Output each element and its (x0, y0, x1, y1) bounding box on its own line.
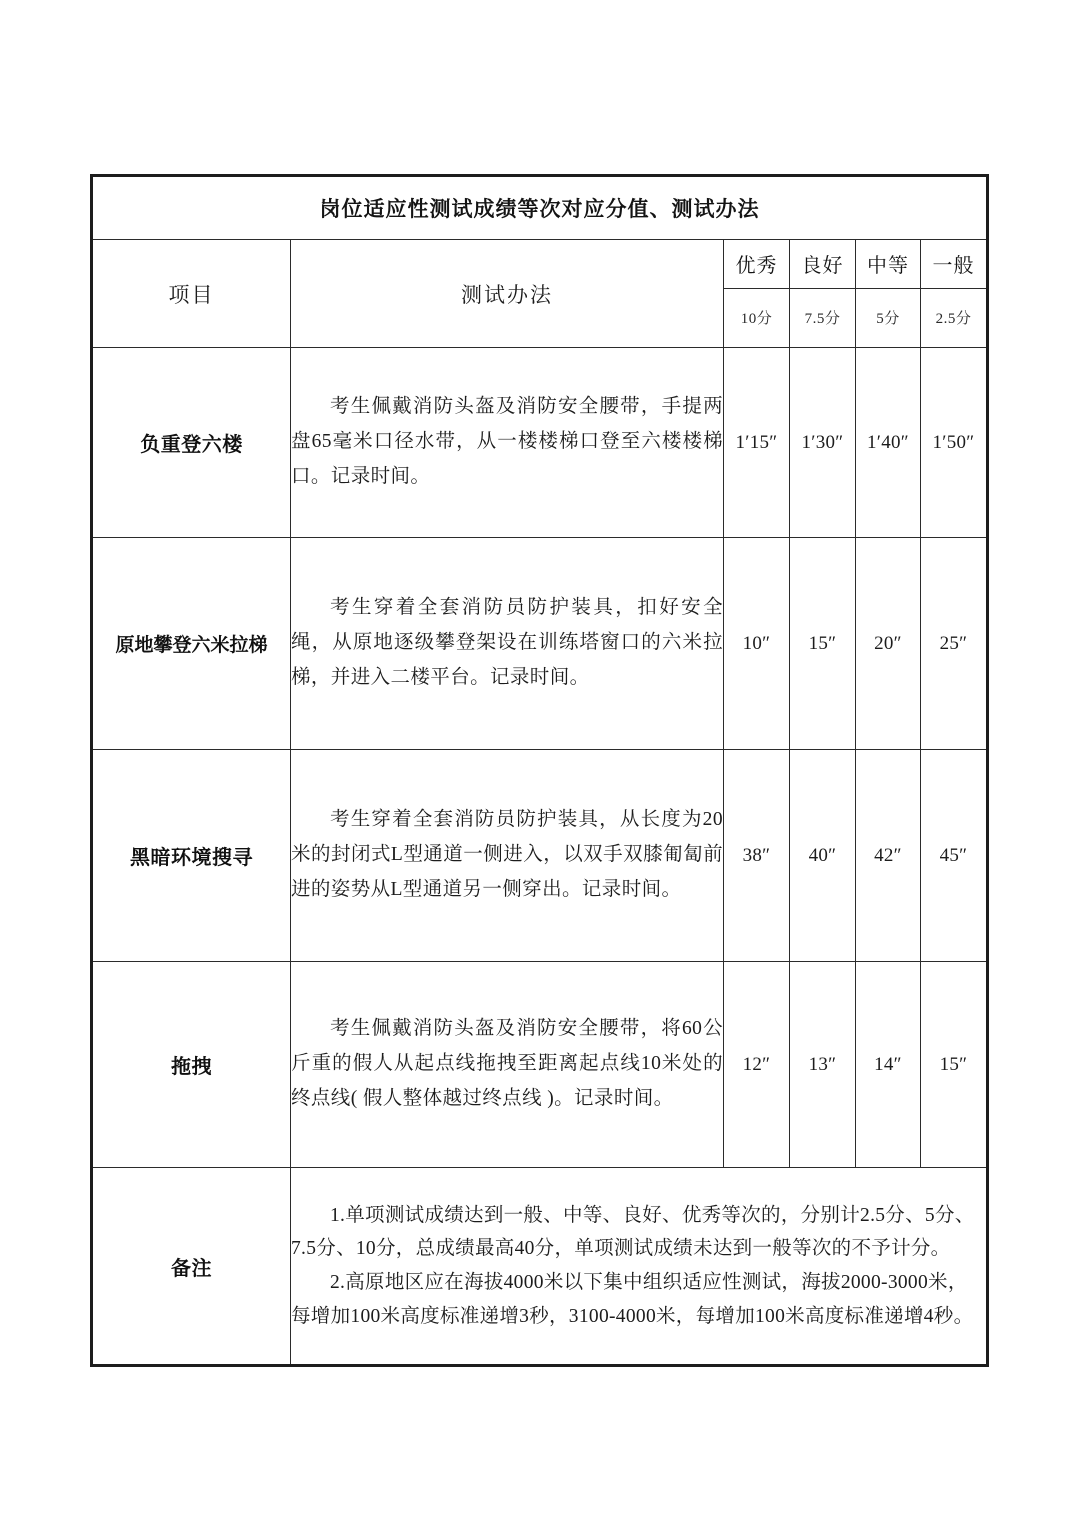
column-header-grade-average: 一般 (921, 240, 987, 289)
note-line-1: 1.单项测试成绩达到一般、中等、良好、优秀等次的，分别计2.5分、5分、7.5分、10分，总成绩最高40分，单项测试成绩未达到一般等次的不予计分。 (291, 1204, 975, 1260)
column-header-item: 项目 (93, 240, 291, 348)
row-method-description (291, 538, 724, 750)
row-value-average: 45″ (921, 750, 987, 962)
page-title: 岗位适应性测试成绩等次对应分值、测试办法 (93, 177, 987, 240)
table-row (93, 538, 987, 750)
row-item-name: 黑暗环境搜寻 (93, 750, 291, 962)
row-method-description (291, 750, 724, 962)
table-row (93, 962, 987, 1168)
spec-table-container (92, 176, 986, 1365)
row-value-excellent: 10″ (724, 538, 790, 750)
column-header-grade-excellent: 优秀 (724, 240, 790, 289)
column-header-score-good: 7.5分 (790, 288, 856, 347)
column-header-score-excellent: 10分 (724, 288, 790, 347)
notes-content (291, 1168, 987, 1365)
row-value-excellent: 12″ (724, 962, 790, 1168)
row-value-good: 13″ (790, 962, 856, 1168)
row-value-medium: 42″ (856, 750, 921, 962)
row-value-good: 40″ (790, 750, 856, 962)
column-header-grade-medium: 中等 (856, 240, 921, 289)
row-value-average: 15″ (921, 962, 987, 1168)
row-value-medium: 1′40″ (856, 348, 921, 538)
table-row (93, 750, 987, 962)
table-title-row (93, 177, 987, 240)
row-value-medium: 14″ (856, 962, 921, 1168)
job-aptitude-test-table (92, 176, 987, 1365)
row-value-excellent: 1′15″ (724, 348, 790, 538)
column-header-grade-good: 良好 (790, 240, 856, 289)
row-method-description (291, 962, 724, 1168)
row-item-name: 拖拽 (93, 962, 291, 1168)
row-method-description (291, 348, 724, 538)
notes-label: 备注 (93, 1168, 291, 1365)
method-text: 考生穿着全套消防员防护装具，从长度为20米的封闭式L型通道一侧进入，以双手双膝匍匐前进的姿势从L型通道另一侧穿出。记录时间。 (291, 809, 723, 900)
row-value-good: 1′30″ (790, 348, 856, 538)
row-item-name: 负重登六楼 (93, 348, 291, 538)
row-item-name: 原地攀登六米拉梯 (93, 538, 291, 750)
method-text: 考生佩戴消防头盔及消防安全腰带，手提两盘65毫米口径水带，从一楼楼梯口登至六楼楼梯口。记录时间。 (291, 396, 723, 487)
table-notes-row (93, 1168, 987, 1365)
row-value-medium: 20″ (856, 538, 921, 750)
row-value-average: 25″ (921, 538, 987, 750)
row-value-good: 15″ (790, 538, 856, 750)
method-text: 考生穿着全套消防员防护装具，扣好安全绳，从原地逐级攀登架设在训练塔窗口的六米拉梯，并进入二楼平台。记录时间。 (291, 597, 723, 688)
column-header-score-medium: 5分 (856, 288, 921, 347)
row-value-excellent: 38″ (724, 750, 790, 962)
table-header-row-grades (93, 240, 987, 289)
table-row (93, 348, 987, 538)
column-header-score-average: 2.5分 (921, 288, 987, 347)
row-value-average: 1′50″ (921, 348, 987, 538)
note-line-2: 2.高原地区应在海拔4000米以下集中组织适应性测试，海拔2000-3000米，每增加100米高度标准递增3秒，3100-4000米，每增加100米高度标准递增4秒。 (291, 1272, 974, 1327)
method-text: 考生佩戴消防头盔及消防安全腰带，将60公斤重的假人从起点线拖拽至距离起点线10米处的终点线( 假人整体越过终点线 )。记录时间。 (291, 1018, 723, 1109)
column-header-method: 测试办法 (291, 240, 724, 348)
